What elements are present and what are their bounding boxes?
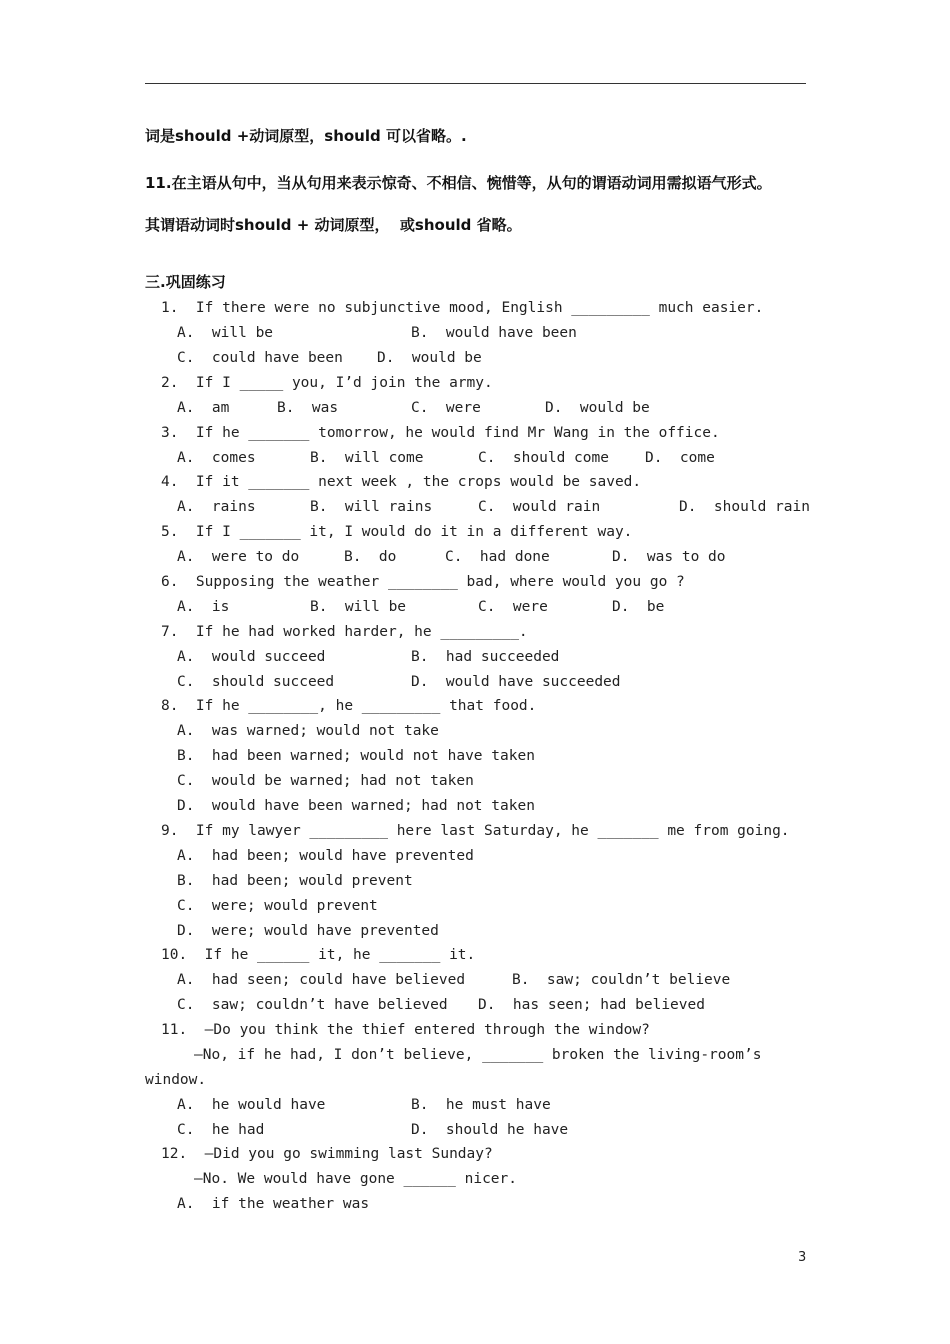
question-1-stem: 1. If there were no subjunctive mood, English _________ much easier. — [161, 300, 764, 316]
question-11-option-d: D. should he have — [411, 1122, 569, 1138]
question-11-option-b: B. he must have — [411, 1097, 551, 1113]
question-4-option-a: A. rains — [177, 499, 256, 515]
question-5-option-a: A. were to do — [177, 549, 300, 565]
question-9-option-a: A. had been; would have prevented — [177, 848, 474, 864]
question-7-option-a: A. would succeed — [177, 649, 326, 665]
question-8-option-c: C. would be warned; had not taken — [177, 773, 474, 789]
question-1-option-a: A. will be — [177, 325, 274, 341]
note-line-1: 词是should +动词原型，should 可以省略。. — [145, 127, 467, 145]
question-8-option-d: D. would have been warned; had not taken — [177, 798, 535, 814]
question-4-stem: 4. If it _______ next week , the crops would be saved. — [161, 474, 642, 490]
question-1-option-d: D. would be — [377, 350, 482, 366]
question-6-option-d: D. be — [612, 599, 665, 615]
question-4-option-b: B. will rains — [310, 499, 433, 515]
question-9-option-c: C. were; would prevent — [177, 898, 378, 914]
question-6-option-a: A. is — [177, 599, 230, 615]
question-10-stem: 10. If he ______ it, he _______ it. — [161, 947, 476, 963]
question-11-option-a: A. he would have — [177, 1097, 326, 1113]
question-5-option-d: D. was to do — [612, 549, 726, 565]
question-11-stem-reply: —No, if he had, I don’t believe, _______ broken the living-room’s — [194, 1047, 762, 1063]
header-rule — [145, 83, 806, 84]
question-7-option-b: B. had succeeded — [411, 649, 560, 665]
question-5-option-c: C. had done — [445, 549, 550, 565]
question-7-option-c: C. should succeed — [177, 674, 335, 690]
question-3-stem: 3. If he _______ tomorrow, he would find Mr Wang in the office. — [161, 425, 720, 441]
note-line-2: 11.在主语从句中，当从句用来表示惊奇、不相信、惋惜等，从句的谓语动词用需拟语气形式。 — [145, 174, 772, 192]
question-6-option-b: B. will be — [310, 599, 407, 615]
page-number: 3 — [798, 1250, 807, 1265]
question-2-stem: 2. If I _____ you, I’d join the army. — [161, 375, 493, 391]
question-2-option-a: A. am — [177, 400, 230, 416]
question-9-option-d: D. were; would have prevented — [177, 923, 439, 939]
question-4-option-c: C. would rain — [478, 499, 601, 515]
question-8-stem: 8. If he ________, he _________ that food. — [161, 698, 537, 714]
question-4-option-d: D. should rain — [679, 499, 810, 515]
question-9-option-b: B. had been; would prevent — [177, 873, 413, 889]
note-line-3: 其谓语动词时should + 动词原型， 或should 省略。 — [145, 216, 522, 234]
question-8-option-a: A. was warned; would not take — [177, 723, 439, 739]
question-10-option-d: D. has seen; had believed — [478, 997, 705, 1013]
question-10-option-b: B. saw; couldn’t believe — [512, 972, 731, 988]
question-10-option-a: A. had seen; could have believed — [177, 972, 466, 988]
question-6-stem: 6. Supposing the weather ________ bad, where would you go ? — [161, 574, 685, 590]
question-9-stem: 9. If my lawyer _________ here last Saturday, he _______ me from going. — [161, 823, 790, 839]
question-1-option-b: B. would have been — [411, 325, 577, 341]
question-12-stem: 12. —Did you go swimming last Sunday? — [161, 1146, 493, 1162]
question-10-option-c: C. saw; couldn’t have believed — [177, 997, 448, 1013]
question-12-stem-reply: —No. We would have gone ______ nicer. — [194, 1171, 518, 1187]
question-11-stem-continued: window. — [145, 1072, 207, 1088]
question-3-option-a: A. comes — [177, 450, 256, 466]
question-8-option-b: B. had been warned; would not have taken — [177, 748, 535, 764]
question-2-option-b: B. was — [277, 400, 339, 416]
question-1-option-c: C. could have been — [177, 350, 343, 366]
question-3-option-b: B. will come — [310, 450, 424, 466]
question-2-option-d: D. would be — [545, 400, 650, 416]
question-7-option-d: D. would have succeeded — [411, 674, 621, 690]
question-3-option-d: D. come — [645, 450, 715, 466]
question-5-option-b: B. do — [344, 549, 397, 565]
question-12-option-a: A. if the weather was — [177, 1196, 370, 1212]
question-3-option-c: C. should come — [478, 450, 609, 466]
section-title: 三.巩固练习 — [145, 273, 226, 291]
question-11-stem: 11. —Do you think the thief entered through the window? — [161, 1022, 650, 1038]
question-2-option-c: C. were — [411, 400, 481, 416]
question-11-option-c: C. he had — [177, 1122, 265, 1138]
question-5-stem: 5. If I _______ it, I would do it in a different way. — [161, 524, 633, 540]
question-7-stem: 7. If he had worked harder, he _________. — [161, 624, 528, 640]
question-6-option-c: C. were — [478, 599, 548, 615]
